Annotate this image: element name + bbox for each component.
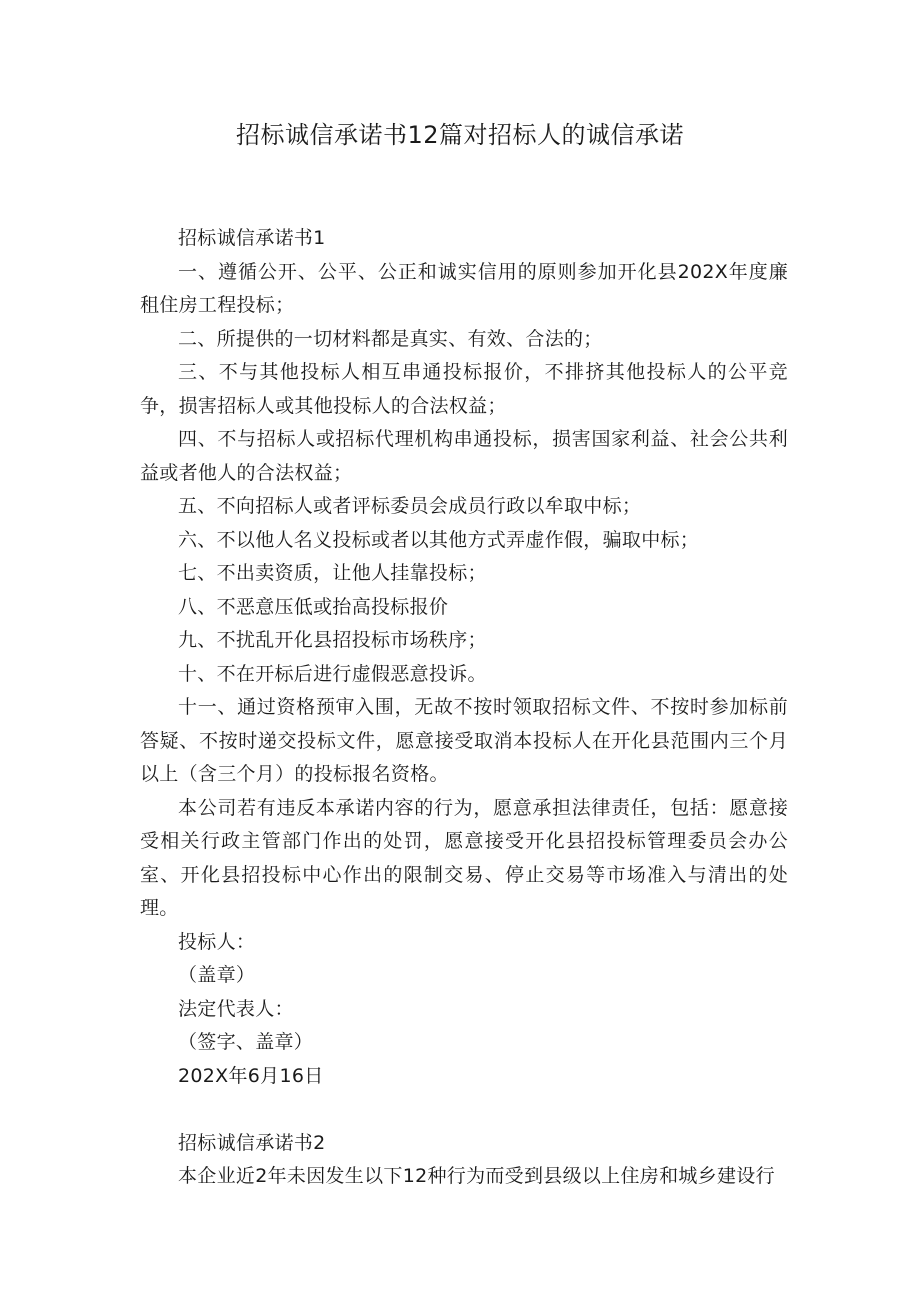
commitment-item-10: 十、不在开标后进行虚假恶意投诉。 bbox=[178, 662, 487, 685]
signature-label: （签字、盖章） bbox=[178, 1031, 314, 1053]
commitment-item-3: 三、不与其他投标人相互串通投标报价，不排挤其他投标人的公平竞争，损害招标人或其他投标人的合法权益； bbox=[140, 361, 788, 417]
document-body bbox=[140, 222, 788, 1194]
section-spacer bbox=[140, 1093, 788, 1127]
section-2-intro: 本企业近2年未因发生以下12种行为而受到县级以上住房和城乡建设行 bbox=[178, 1165, 775, 1187]
commitment-item-7: 七、不出卖资质，让他人挂靠投标； bbox=[178, 562, 487, 584]
seal-label: （盖章） bbox=[178, 964, 256, 986]
commitment-item-9: 九、不扰乱开化县招投标市场秩序； bbox=[178, 629, 487, 651]
liability-statement: 本公司若有违反本承诺内容的行为，愿意承担法律责任，包括：愿意接受相关行政主管部门作出的处罚，愿意接受开化县招投标管理委员会办公室、开化县招投标中心作出的限制交易、停止交易等市场准入与清出的处理。 bbox=[140, 796, 788, 919]
commitment-item-11: 十一、通过资格预审入围，无故不按时领取招标文件、不按时参加标前答疑、不按时递交投标文件，愿意接受取消本投标人在开化县范围内三个月以上（含三个月）的投标报名资格。 bbox=[140, 696, 788, 785]
section-heading-2: 招标诚信承诺书2 bbox=[178, 1131, 326, 1154]
commitment-item-4: 四、不与招标人或招标代理机构串通投标，损害国家利益、社会公共利益或者他人的合法权益； bbox=[140, 428, 788, 484]
commitment-item-8: 八、不恶意压低或抬高投标报价 bbox=[178, 595, 449, 618]
section-heading-1: 招标诚信承诺书1 bbox=[178, 227, 326, 249]
document-title: 招标诚信承诺书12篇对招标人的诚信承诺 bbox=[235, 121, 685, 149]
commitment-item-2: 二、所提供的一切材料都是真实、有效、合法的； bbox=[178, 327, 603, 350]
signing-date: 202X年6月16日 bbox=[178, 1064, 324, 1087]
commitment-item-1: 一、遵循公开、公平、公正和诚实信用的原则参加开化县202X年度廉租住房工程投标； bbox=[140, 260, 788, 316]
legal-representative-label: 法定代表人： bbox=[178, 997, 294, 1020]
commitment-item-6: 六、不以他人名义投标或者以其他方式弄虚作假，骗取中标； bbox=[178, 528, 700, 551]
commitment-item-5: 五、不向招标人或者评标委员会成员行政以牟取中标； bbox=[178, 495, 642, 517]
bidder-label: 投标人： bbox=[178, 930, 256, 953]
